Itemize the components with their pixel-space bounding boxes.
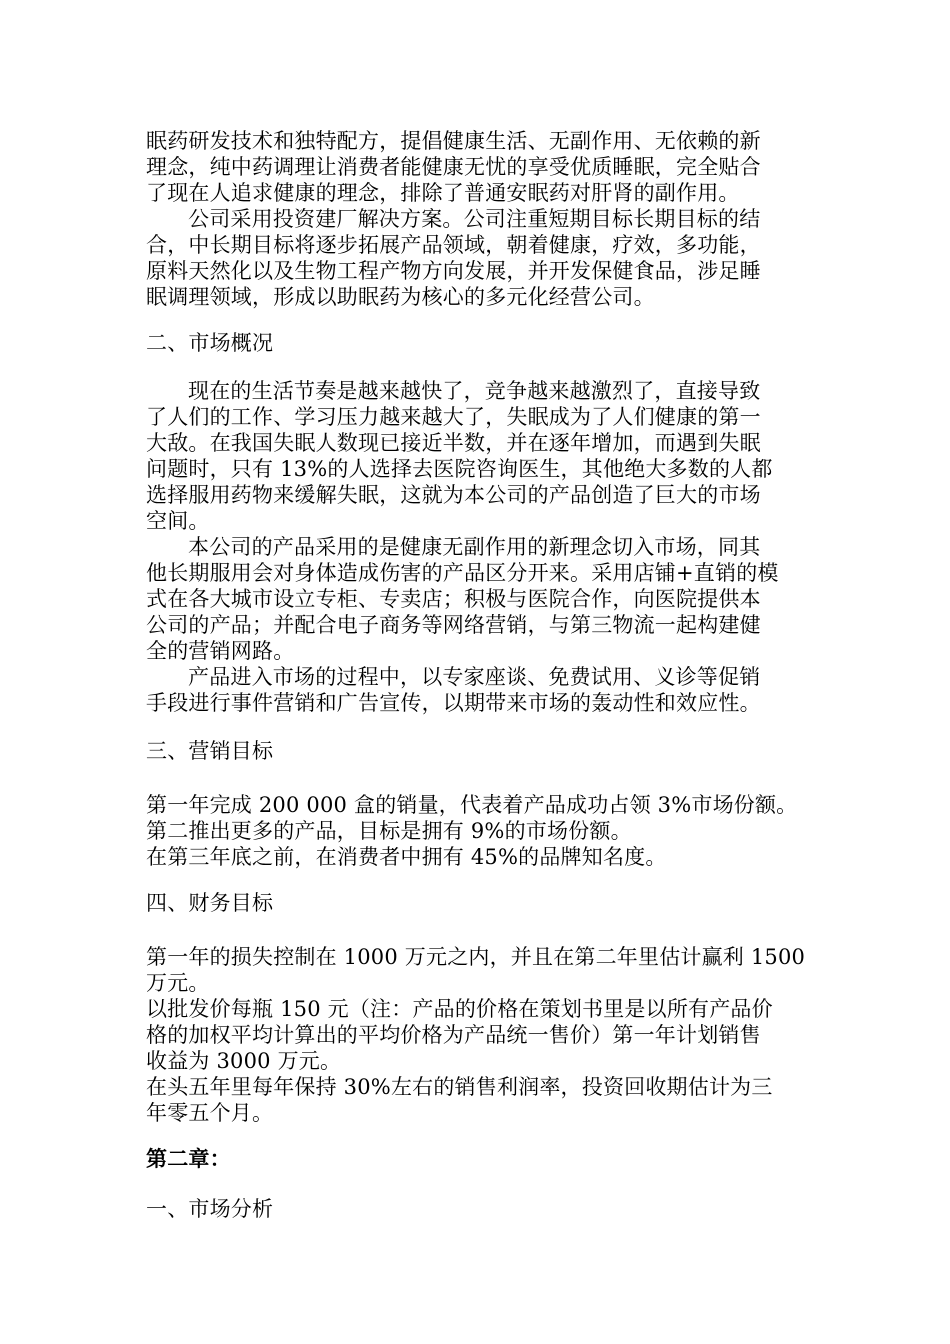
market-line-2: 了人们的工作、学习压力越来越大了，失眠成为了人们健康的第一 xyxy=(146,405,761,429)
market-line-10: 公司的产品；并配合电子商务等网络营销，与第三物流一起构建健 xyxy=(146,613,761,637)
section-heading-market-analysis: 一、市场分析 xyxy=(146,1197,274,1221)
financial-goal-line-4: 格的加权平均计算出的平均价格为产品统一售价）第一年计划销售 xyxy=(146,1023,761,1047)
intro-line-4: 公司采用投资建厂解决方案。公司注重短期目标长期目标的结 xyxy=(188,207,761,231)
intro-line-1: 眠药研发技术和独特配方，提倡健康生活、无副作用、无依赖的新 xyxy=(146,129,761,153)
marketing-goal-line-2: 第二推出更多的产品，目标是拥有 9%的市场份额。 xyxy=(146,819,632,843)
intro-line-2: 理念，纯中药调理让消费者能健康无忧的享受优质睡眠，完全贴合 xyxy=(146,155,761,179)
market-line-4: 问题时，只有 13%的人选择去医院咨询医生，其他绝大多数的人都 xyxy=(146,457,773,481)
marketing-goal-line-3: 在第三年底之前，在消费者中拥有 45%的品牌知名度。 xyxy=(146,845,667,869)
market-line-6: 空间。 xyxy=(146,509,210,533)
financial-goal-line-6: 在头五年里每年保持 30%左右的销售利润率，投资回收期估计为三 xyxy=(146,1075,773,1099)
section-heading-marketing-goals: 三、营销目标 xyxy=(146,739,274,763)
market-line-8: 他长期服用会对身体造成伤害的产品区分开来。采用店铺+直销的模 xyxy=(146,561,779,585)
intro-line-7: 眠调理领域，形成以助眠药为核心的多元化经营公司。 xyxy=(146,285,655,309)
section-heading-market-overview: 二、市场概况 xyxy=(146,331,274,355)
market-line-7: 本公司的产品采用的是健康无副作用的新理念切入市场，同其 xyxy=(188,535,761,559)
financial-goal-line-7: 年零五个月。 xyxy=(146,1101,274,1125)
market-line-13: 手段进行事件营销和广告宣传，以期带来市场的轰动性和效应性。 xyxy=(146,691,761,715)
financial-goal-line-3: 以批发价每瓶 150 元（注：产品的价格在策划书里是以所有产品价 xyxy=(146,997,773,1021)
financial-goal-line-2: 万元。 xyxy=(146,971,210,995)
market-line-12: 产品进入市场的过程中，以专家座谈、免费试用、义诊等促销 xyxy=(188,665,761,689)
intro-line-6: 原料天然化以及生物工程产物方向发展，并开发保健食品，涉足睡 xyxy=(146,259,761,283)
chapter-heading: 第二章： xyxy=(146,1146,231,1171)
market-line-11: 全的营销网路。 xyxy=(146,639,295,663)
financial-goal-line-1: 第一年的损失控制在 1000 万元之内，并且在第二年里估计赢利 1500 xyxy=(146,945,806,969)
marketing-goal-line-1: 第一年完成 200 000 盒的销量，代表着产品成功占领 3%市场份额。 xyxy=(146,793,798,817)
market-line-1: 现在的生活节奏是越来越快了，竞争越来越激烈了，直接导致 xyxy=(188,379,761,403)
intro-line-3: 了现在人追求健康的理念，排除了普通安眠药对肝肾的副作用。 xyxy=(146,181,740,205)
market-line-9: 式在各大城市设立专柜、专卖店；积极与医院合作，向医院提供本 xyxy=(146,587,761,611)
intro-line-5: 合，中长期目标将逐步拓展产品领域，朝着健康，疗效，多功能， xyxy=(146,233,761,257)
market-line-5: 选择服用药物来缓解失眠，这就为本公司的产品创造了巨大的市场 xyxy=(146,483,761,507)
section-heading-financial-goals: 四、财务目标 xyxy=(146,891,274,915)
financial-goal-line-5: 收益为 3000 万元。 xyxy=(146,1049,342,1073)
market-line-3: 大敌。在我国失眠人数现已接近半数，并在逐年增加，而遇到失眠 xyxy=(146,431,761,455)
